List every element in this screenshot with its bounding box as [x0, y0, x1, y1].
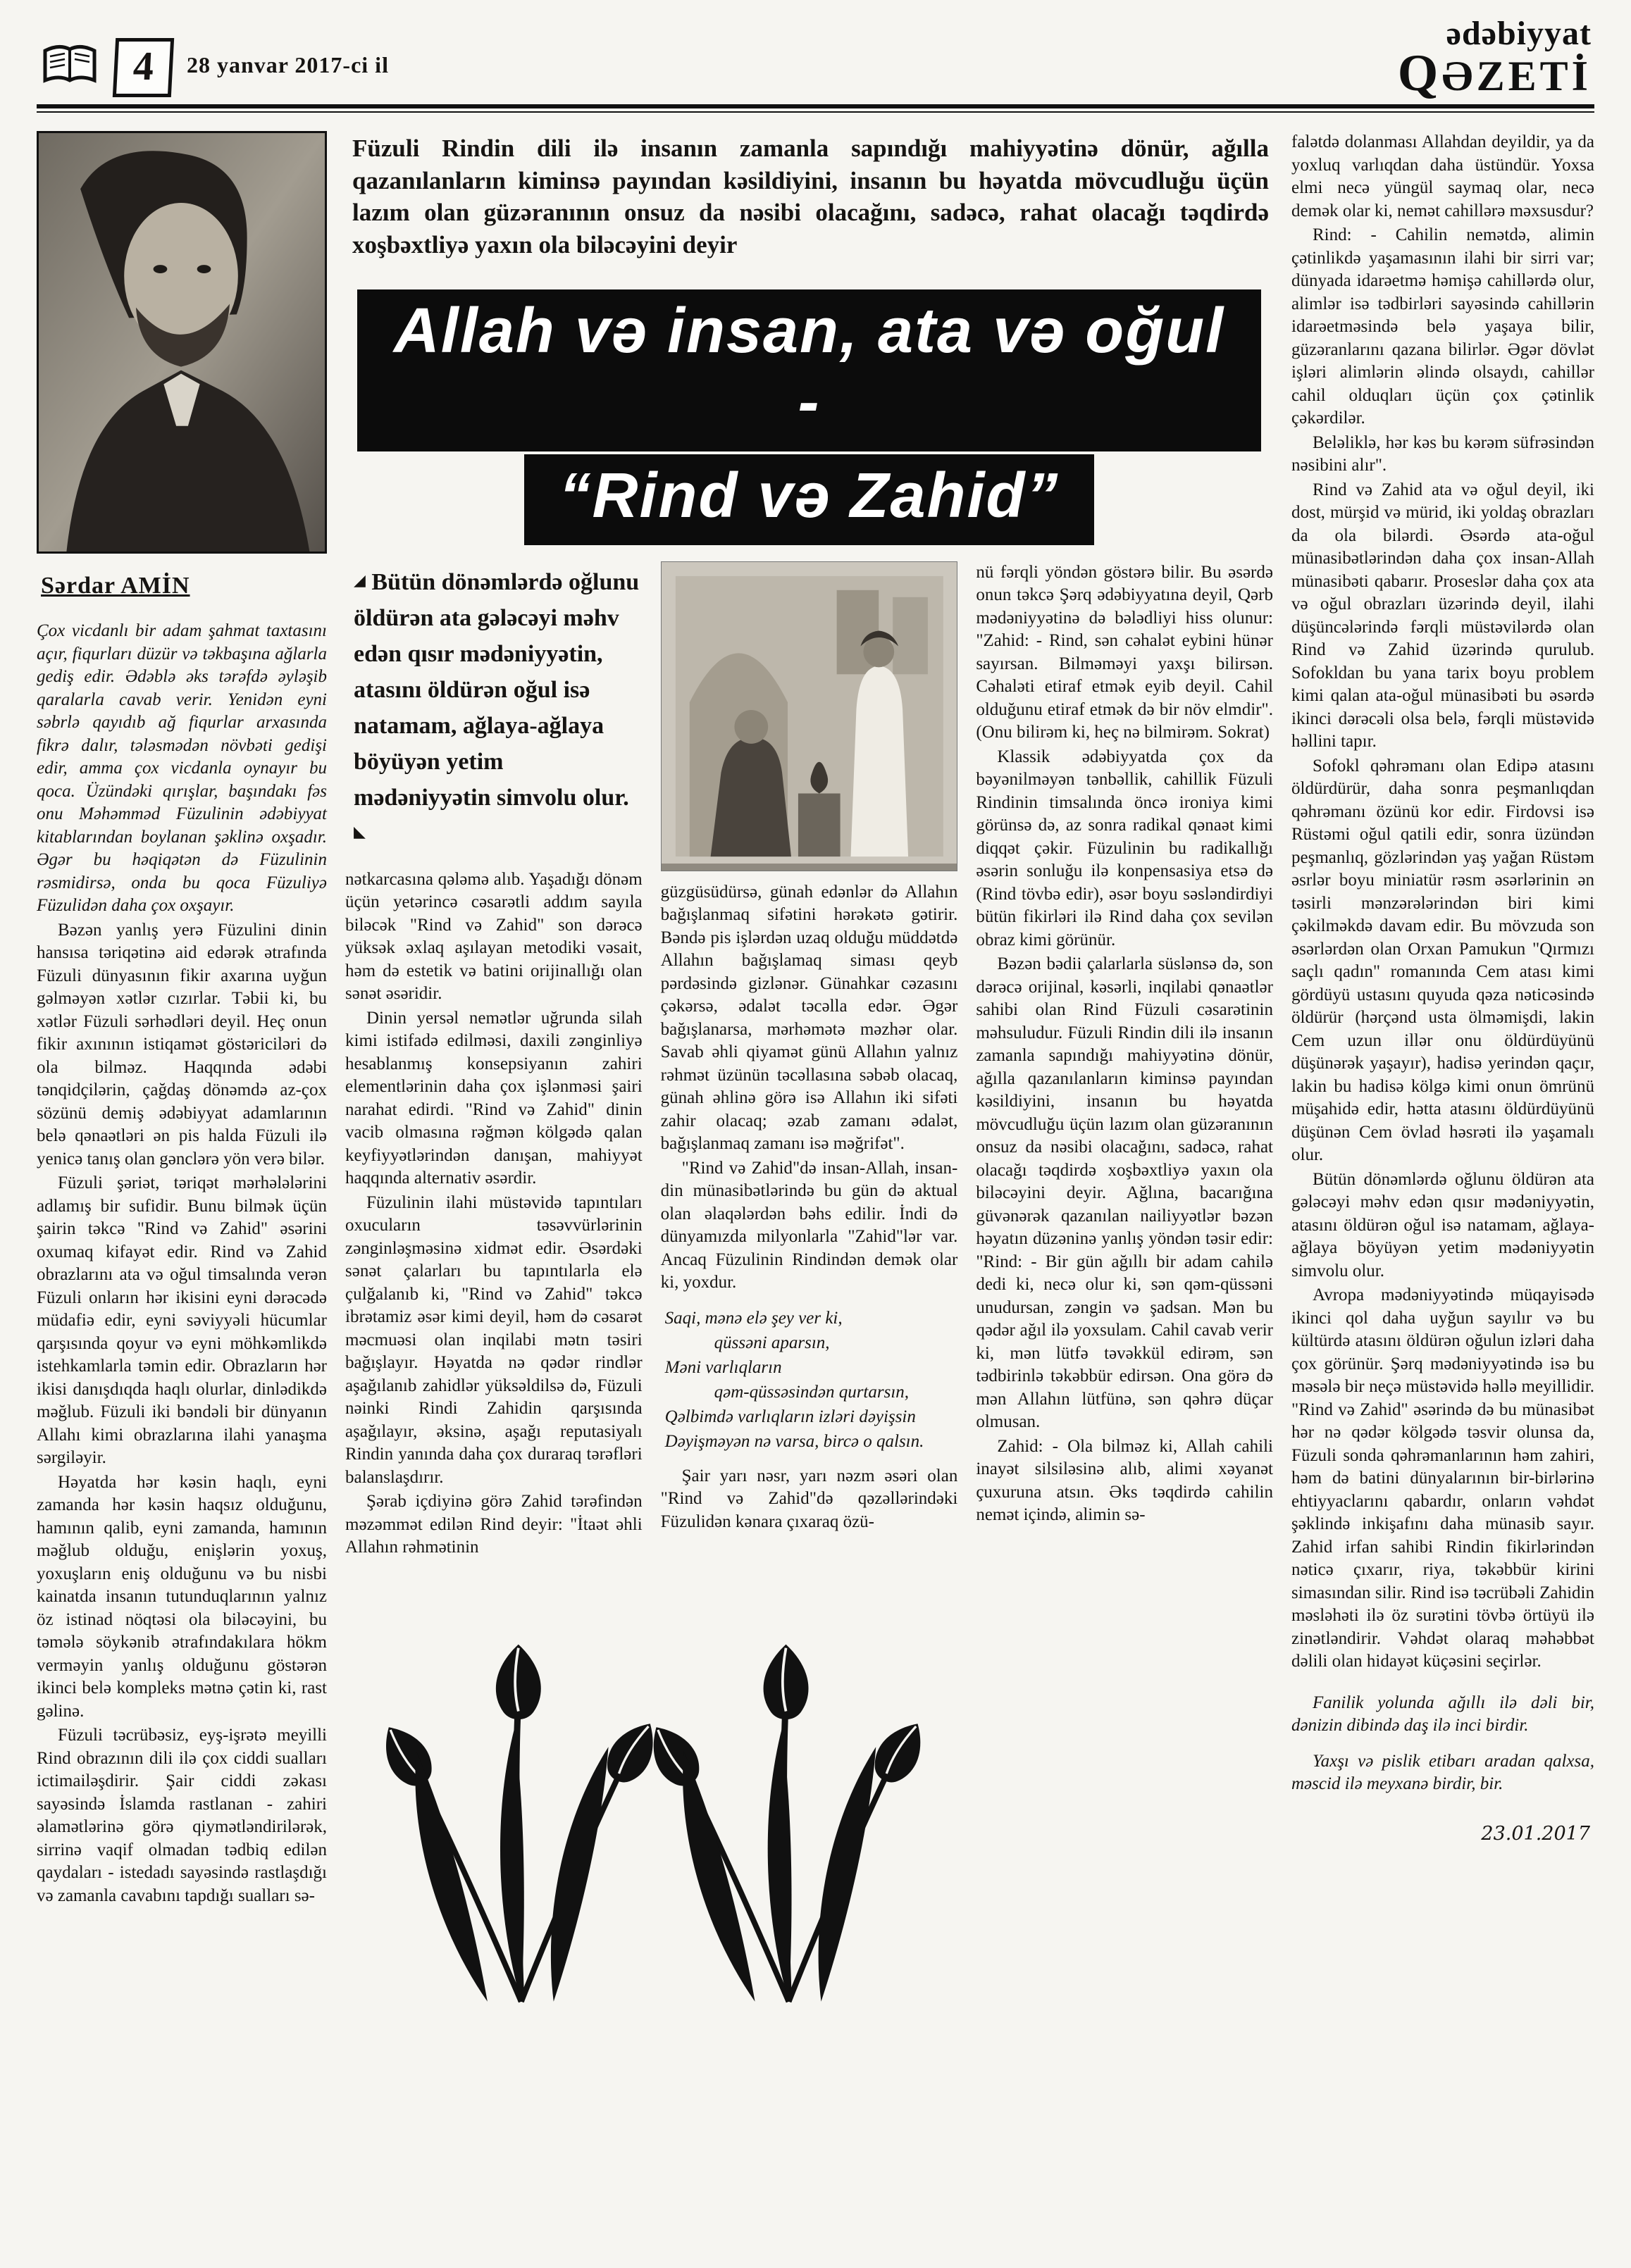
- poem-line: Məni varlıqların: [664, 1357, 782, 1377]
- paragraph: nətkarcasına qələmə alıb. Yaşadığı dönəm üçün yetərincə cəsarətli addım sayıla biləcək "Rind və Zahid" son dərəcə yüksək əxlaq aşılayan metodiki vəsait, həm də estetik və batini orijinallığı olan sənət əsəridir.: [345, 869, 643, 1004]
- headline-line-2: “Rind və Zahid”: [526, 456, 1091, 543]
- paragraph: güzgüsüdürsə, günah edənlər də Allahın bağışlanmaq sifətini hərəkətə gətirir. Bəndə pis işlərdən uzaq olduğu müddətdə Allahın bağışlamaq siması qeyb pərdəsində gizlənər. Günahkar cəzasını çəkərsə, ədalət təcəlla edər. Əgər bağışlanarsa, mərhəmətə məzhər olar. Savab əhli qiyamət günü Allahın yalnız rəhmət üzünün təcəllasına səbəb olacaq, günah əhlinə görə isə Allahın iki sifəti zahir olacaq; əzab zamanı ədalət, bağışlanmaq zamanı isə məğrifət".: [660, 882, 958, 1154]
- quote-open-mark: ◢: [354, 571, 366, 590]
- paragraph: Bütün dönəmlərdə oğlunu öldürən ata gələcəyi məhv edən qısır mədəniyyətin, atasını öldürən oğul isə natamam, ağlaya-ağlaya böyüyən yetim mədəniyyətin simvolu olur.: [1291, 1169, 1594, 1281]
- poem-line: Saqi, mənə elə şey ver ki,: [664, 1308, 843, 1328]
- paragraph: Çox vicdanlı bir adam şahmat taxtasını açır, fiqurları düzür və təkbaşına ağlarla gediş edir. Ədəblə əks tərəfdə əyləşib qaralarla cavab verir. Yenidən eyni səbrlə qayıdıb ağ fiqurlar arxasında fikrə dalır, tələsmədən növbəti gedişi edir, amma çox vicdanla oynayır bu qoca. Üzündəki qırışlar, başındakı fəs onu Məhəmməd Füzulinin ədəbiyyat kitablarından boylanan şəklinə oxşadır. Əgər bu həqiqətən də Füzulinin rəsmidirsə, onda bu qoca Füzuliyə Füzulidən daha çox oxşayır.: [37, 621, 327, 916]
- logo-line2: [1397, 44, 1592, 103]
- book-icon: [39, 41, 100, 90]
- paragraph: Avropa mədəniyyətində müqayisədə ikinci qol daha uyğun sayılır və bu kültürdə atasını öldürən oğulun izləri daha çox görünür. Şərq mədəniyyətində isə bu məsələ bir neçə müstəvidə həllə meyillidir. "Rind və Zahid" əsərində də bu münasibət hər nə qədər kölgədə təsvir olunsa da, Füzuli sonda qəhrəmanlarının həm zahiri, həm də batini dünyalarının bir-birlərinə ehtiyyaclarını qabardır, onların vəhdət şəklində inkişafını daha münasib sayır. Zahid irfan sahibi Rindin fikirlərindən nəticə çıxarır, riya, təkəbbür kirini simasından silir. Rind isə təcrübəli Zahidin məsləhəti ilə öz surətini tövbə örtüyü ilə zinətləndirir. Vəhdət olaraq məhəbbət dəlili olan hidayət küçəsini seçirlər.: [1291, 1285, 1594, 1671]
- issue-date: 28 yanvar 2017-ci il: [187, 51, 389, 77]
- logo-rest: ƏZETİ: [1441, 53, 1592, 100]
- paragraph: Füzuli şəriət, təriqət mərhələlərini adlamış bir sufidir. Bunu bilmək üçün şairin təkcə "Rind və Zahid" əsərini oxumaq kifayət edir. Rind və Zahid obrazlarını ata və oğul timsalında verən Füzuli onların hər ikisini eyni dərəcədə müdafiə edir, eyni səviyyəli hücumlar qarşısında qoyur və eyni möhkəmlikdə istehkamlarla təmin edir. Obrazların hər ikisi danışdıqda haqlı olurlar, dinlədikdə məğlub. Füzuli iki bəndəli bir dünyanın Allahı kimi obrazlarına ilahi yanaşma sərgiləyir.: [37, 1173, 327, 1468]
- column-3: [661, 561, 958, 1561]
- paragraph: Klassik ədəbiyyatda çox da bəyənilməyən tənbəllik, cahillik Füzuli Rindinin timsalında öncə ironiya kimi görünsə də, az sonra radikal qənaət kimi diqqət çəkir. Füzulinin bu radikallığı əsərin sonluğu ilə konpensasiya etsə də (Rind tövbə edir), əsər boyu səsləndirdiyi bütün fikirləri ilə Rind daha çox sevilən obraz kimi görünür.: [976, 747, 1273, 949]
- poem-line: Qəlbimdə varlıqların izləri dəyişsin: [664, 1407, 916, 1426]
- column-4: [976, 561, 1273, 2016]
- paragraph: Rind: - Cahilin nemətdə, alimin çətinlikdə yaşamasının ilahi bir sirri var; dünyada idarəetmə həmişə cahillərdə olur, alimlər isə tədbirləri sayəsində cahillərin idarəetməsində belə yaşaya bilir, güzəranlarını qazana bilirlər. Əgər dövlət işləri alimlərin əlində olsaydı, cahillər cahil olduqları üçün çox çətinlik çəkərdilər.: [1291, 225, 1594, 428]
- logo-line1: ədəbiyyat: [1446, 15, 1592, 52]
- poem-line: qüssəni aparsın,: [714, 1333, 830, 1352]
- paragraph: Beləliklə, hər kəs bu kərəm süfrəsindən nəsibini alır".: [1291, 432, 1594, 475]
- paragraph: Həyatda hər kəsin haqlı, eyni zamanda hər kəsin haqsız olduğunu, hamının qalib, eyni zamanda, hamının məğlub olduğu, enişlərin yoxuş, yoxuşların eniş olduğunu və bu nisbi kainatda insanın tutunduqlarının yalnız öz istinad nöqtəsi ola biləcəyini, bu təmələ söykənib ətrafındakılara hökm verməyin yanlış olduğunu göstərən ikinci belə kompleks mətnə çətin ki, rast gəlinə.: [37, 1472, 327, 1721]
- paragraph: "Rind və Zahid"də insan-Allah, insan-din münasibətlərində bu gün də aktual olan əlaqələrdən bəhs edilir. İndi də dünyamızda milyonlarla "Zahid"lər var. Ancaq Füzulinin Rindindən demək olar ki, yoxdur.: [660, 1158, 958, 1292]
- column-1: [37, 131, 327, 2015]
- page-number: 4: [113, 38, 174, 97]
- middle-columns: [345, 561, 1273, 2016]
- page-header: [37, 15, 1594, 104]
- paragraph: Şərab içdiyinə görə Zahid tərəfindən məzəmmət edilən Rind deyir: "İtaət əhli Allahın rəhmətinin: [345, 1492, 643, 1557]
- column-2: [345, 561, 643, 1561]
- paragraph: falətdə dolanması Allahdan deyildir, ya da yoxluq varlıqdan daha üstündür. Yoxsa elmi necə yüngül saymaq olar, necə demək olar ki, nemət cahillərə məxsusdur?: [1291, 132, 1594, 220]
- pull-quote: [345, 561, 643, 868]
- paragraph: Şair yarı nəsr, yarı nəzm əsəri olan "Rind və Zahid"də qəzəllərindəki Füzulidən kənara çıxaraq özü-: [660, 1466, 958, 1531]
- paragraph: Zahid: - Ola bilməz ki, Allah cahili inayət silsiləsinə alıb, alimi xəyanət çuxuruna atsın. Əks təqdirdə cahilin nemət içində, alimin sə-: [976, 1436, 1273, 1525]
- poem-line: qəm-qüssəsindən qurtarsın,: [714, 1382, 910, 1402]
- logo-initial: Q: [1397, 44, 1442, 103]
- headline-line-1: Allah və insan, ata və oğul -: [359, 292, 1259, 449]
- paragraph: Sofokl qəhrəmanı olan Edipə atasını öldürdürür, daha sonra peşmanlıqdan qəhrəmanı özünü kor edir. Firdovsi isə Rüstəmi oğul qatili edir, sonra üzündən peşmanlıq, gözlərindən yaş yağan Rüstəm əsrlər boyu miniatür rəsm əsərlərinin ən təsirli mənzərələrindən biri kimi çəkilməkdə davam edir. Bu mövzuda son əsərlərdən olan Orxan Pamukun "Qırmızı saçlı qadın" romanında Cem atası kimi gördüyü ustasını quyuda qəza nəticəsində öldürür (hərçənd usta ölməmişdi, lakin Cem uzun illər onu öldürdüyünü düşünərək yaşayır), hadisə yerindən qaçır, lakin bu hadisə kölgə kimi onun ömrünü müşahidə edir, hətta atasını öldürdüyünü düşünən Cem övlad həsrəti ilə yaşamalı olur.: [1291, 756, 1594, 1165]
- pull-quote-text: Bütün dönəmlərdə oğlunu öldürən ata gələcəyi məhv edən qısır mədəniyyətin, atasını öldürən oğul isə natamam, ağlaya-ağlaya böyüyən yetim mədəniyyətin simvolu olur.: [354, 568, 640, 811]
- quote-close-mark: ◣: [354, 823, 366, 841]
- column-5: [1291, 131, 1594, 2015]
- tulip-ornament-illustration: [345, 1561, 957, 2016]
- header-left: [39, 38, 389, 97]
- poem-line: Dəyişməyən nə varsa, bircə o qalsın.: [664, 1431, 924, 1451]
- paragraph: Dinin yersəl nemətlər uğrunda silah kimi istifadə edilməsi, daxili zənginliyə hesablanmış konsepsiyanın zahiri elementlərinin daha çox işlənməsi şairi narahat edirdi. "Rind və Zahid" dinin vacib olmasına rəğmən kölgədə qalan keyfiyyətlərindən danışan, mahiyyət haqqında alternativ əsərdir.: [345, 1008, 643, 1188]
- paragraph: Rind və Zahid ata və oğul deyil, iki dost, mürşid və mürid, iki yoldaş obrazları da ola bilərdi. Əsərdə ata-oğul münasibətlərindən daha çox insan-Allah münasibəti qabarır. Proseslər daha çox ata və oğul obrazları üzərində deyil, ilahi düşüncələrində fərqli müstəvilərdə olan Rind və Zahid üzərində qurulub. Sofokldan bu yana tarix boyu problem kimi qalan ata-oğul münasibəti bu əsərdə ikinci dərəcəli olsa belə, fərqli müstəvidə həllini tapır.: [1291, 480, 1594, 752]
- aphorism: Fanilik yolunda ağıllı ilə dəli bir, dənizin dibində daş ilə inci birdir.: [1291, 1693, 1594, 1736]
- author-portrait-photo: [37, 131, 327, 554]
- poem-quote: [665, 1306, 958, 1454]
- header-rule: [37, 104, 1594, 113]
- paragraph: Bəzən yanlış yerə Füzulini dinin hansısa təriqətinə aid edərək ətrafında Füzuli dünyasının fikir axarına uyğun gəlməyən xətlər cızırlar. Təbii ki, bu xətlər Füzuli sərhədləri deyil. Heç onun fikir axınının istiqamət göstəriciləri də ola bilməz. Haqqında ədəbi tənqidçilərin, çağdaş dönəmdə az-çox sözünü demiş ədəbiyyat adamlarının belə qənaətləri ən pis halda Füzuli ilə yenicə tanış olan gənclərə yön verə bilər.: [37, 920, 327, 1169]
- paragraph: nü fərqli yöndən göstərə bilir. Bu əsərdə onun təkcə Şərq ədəbiyyatına deyil, Qərb mədəniyyətinə də bələdliyi hiss olunur: "Zahid: - Rind, sən cəhalət eybini hünər sayırsan. Bilməməyi yaxşı bilirsən. Cəhaləti etiraf etmək eyib deyil. Cahil olduğunu etiraf etmək də bir növ elmdir". (Onu bilirəm ki, heç nə bilmirəm. Sokrat): [976, 562, 1273, 742]
- author-name: Sərdar AMİN: [41, 573, 190, 599]
- paragraph: Füzulinin ilahi müstəvidə tapıntıları oxucuların təsəvvürlərinin zənginləşməsinə xidmət edir. Əsərdəki sənət çalarları bu tapıntılarla elə çulğalanıb ki, "Rind və Zahid" təkcə ibrətamiz əsər kimi deyil, həm də cəsarət məcmuəsi olan inqilabi mətn təsiri bağışlayır. Həyatda nə qədər rindlər aşağılanıb zahidlər yüksəldilsə də, Füzuli nəinki Rindi Zahidin qarşısında aşağılayır, əksinə, aşağı reputasiyalı Rindin yanında daha çox duraraq tərəfləri balanslaşdırır.: [345, 1192, 643, 1487]
- newspaper-logo: [1397, 15, 1592, 103]
- lead-paragraph: Füzuli Rindin dili ilə insanın zamanla sapındığı mahiyyətinə dönür, ağılla qazanılanların kiminsə payından kəsildiyini, insanın bu həyatda mövcudluğu üçün lazım olan güzəranının onsuz da nəsibi olacağını, sadəcə, rahat olacağı təqdirdə xoşbəxtliyə yaxın ola biləcəyini deyir: [352, 135, 1269, 258]
- middle-region: [345, 131, 1273, 2015]
- headline-banner: [359, 285, 1259, 542]
- paragraph: Bəzən bədii çalarlarla süslənsə də, son dərəcə orijinal, kəsərli, inqilabi qənaətlər sahibi olan Rind Füzuli cəsarətinin məhsuludur. Füzuli Rindin dili ilə insanın zamanla sapındığı mahiyyətinə dönür, ağılla qazanılanların kiminsə payından kəsildiyini, insanın bu həyatda mövcudluğu üçün lazım olan güzəranının onsuz da nəsibi olacağını, sadəcə, rahat olacağı təqdirdə xoşbəxtliyə yaxın ola biləcəyini deyir. Ağlına, bacarığına güvənərək qazanılan nailiyyətlər bəzən həyatın düzəninə yanlış yöndən təsir edir: "Rind: - Bir gün ağıllı bir adam cahilə dedi ki, necə olur ki, sən qəm-qüssəni unudursan, zəngin və şadsan. Mən bu qədər ağıl ilə yoxsulam. Cahil cavab verir ki, mən lütfə təvəkkül edirəm, sən tədbirinlə təkəbbür edirsən. Ona görə də mən Allahın lütfünə, sən qəhrə düçar olmusan.: [976, 954, 1273, 1432]
- rind-and-zahid-scene-photo: [661, 561, 958, 871]
- paragraph: Füzuli təcrübəsiz, eyş-işrətə meyilli Rind obrazının dili ilə çox ciddi sualları ictimailəşdirir. Şair ciddi zəkası sayəsində İslamda rastlanan - zahiri əlamətlərinə görə qiymətləndirilərək, sirrinə vaqif olmadan tədbiq edilən qaydaları - istedadı sayəsində rastlaşdığı və zamanla cavabını tapdığı sualları sə-: [37, 1726, 327, 1905]
- article-date: 23.01.2017: [1481, 1822, 1590, 1845]
- article-body: [37, 113, 1594, 2015]
- aphorism: Yaxşı və pislik etibarı aradan qalxsa, məscid ilə meyxanə birdir, bir.: [1291, 1751, 1594, 1794]
